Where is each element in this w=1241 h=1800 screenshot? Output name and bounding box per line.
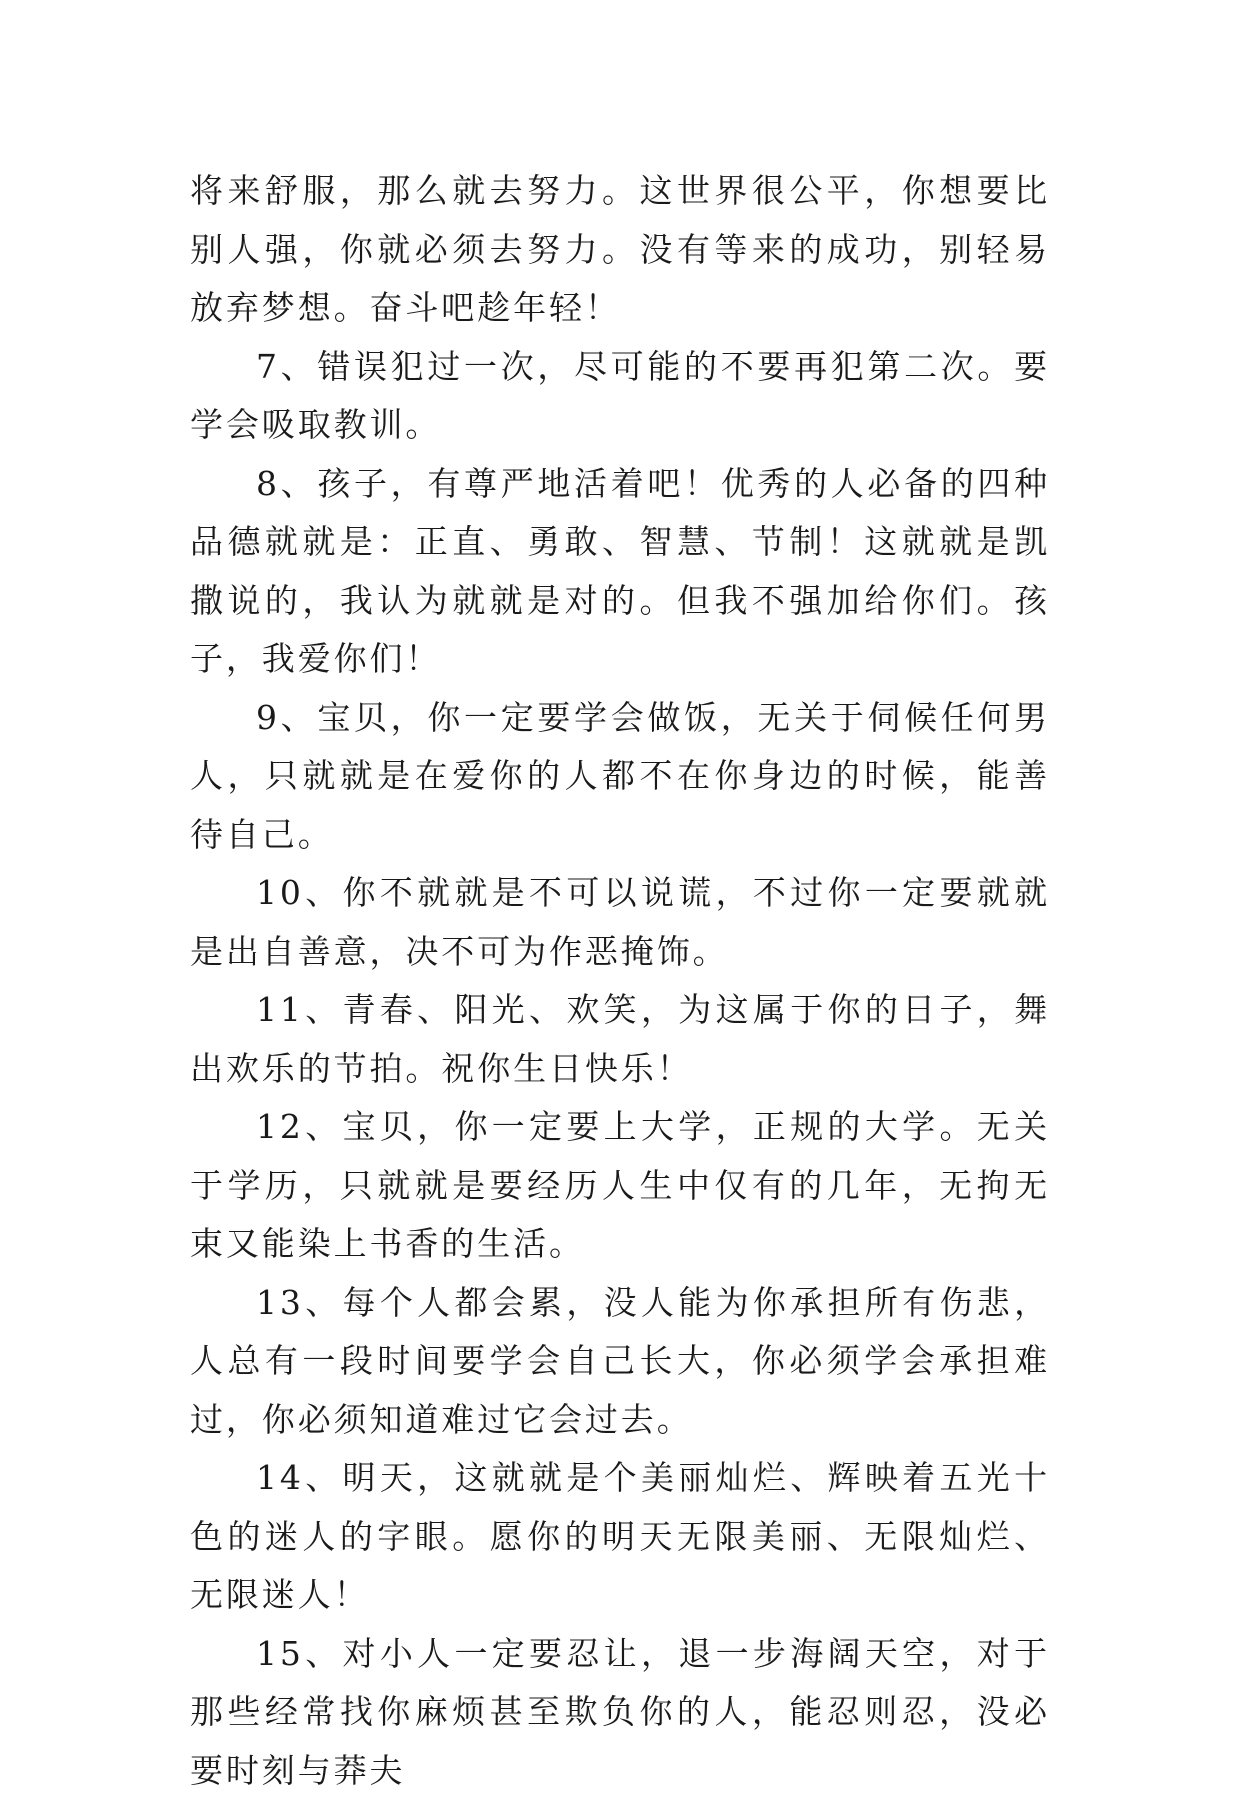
paragraph-item-7: 7、错误犯过一次，尽可能的不要再犯第二次。要学会吸取教训。: [190, 338, 1050, 455]
paragraph-item-13: 13、每个人都会累，没人能为你承担所有伤悲，人总有一段时间要学会自己长大，你必须学会承担难过，你必须知道难过它会过去。: [190, 1274, 1050, 1450]
paragraph-item-8: 8、孩子，有尊严地活着吧！优秀的人必备的四种品德就就是：正直、勇敢、智慧、节制！这就就是凯撒说的，我认为就就是对的。但我不强加给你们。孩子，我爱你们！: [190, 455, 1050, 689]
paragraph-item-15: 15、对小人一定要忍让，退一步海阔天空，对于那些经常找你麻烦甚至欺负你的人，能忍则忍，没必要时刻与莽夫: [190, 1625, 1050, 1800]
paragraph-item-10: 10、你不就就是不可以说谎，不过你一定要就就是出自善意，决不可为作恶掩饰。: [190, 864, 1050, 981]
document-body: [190, 162, 1050, 1800]
paragraph-item-11: 11、青春、阳光、欢笑，为这属于你的日子，舞出欢乐的节拍。祝你生日快乐！: [190, 981, 1050, 1098]
paragraph-continuation: 将来舒服，那么就去努力。这世界很公平，你想要比别人强，你就必须去努力。没有等来的成功，别轻易放弃梦想。奋斗吧趁年轻！: [190, 162, 1050, 338]
paragraph-item-9: 9、宝贝，你一定要学会做饭，无关于伺候任何男人，只就就是在爱你的人都不在你身边的时候，能善待自己。: [190, 689, 1050, 865]
paragraph-item-14: 14、明天，这就就是个美丽灿烂、辉映着五光十色的迷人的字眼。愿你的明天无限美丽、无限灿烂、无限迷人！: [190, 1449, 1050, 1625]
paragraph-item-12: 12、宝贝，你一定要上大学，正规的大学。无关于学历，只就就是要经历人生中仅有的几年，无拘无束又能染上书香的生活。: [190, 1098, 1050, 1274]
